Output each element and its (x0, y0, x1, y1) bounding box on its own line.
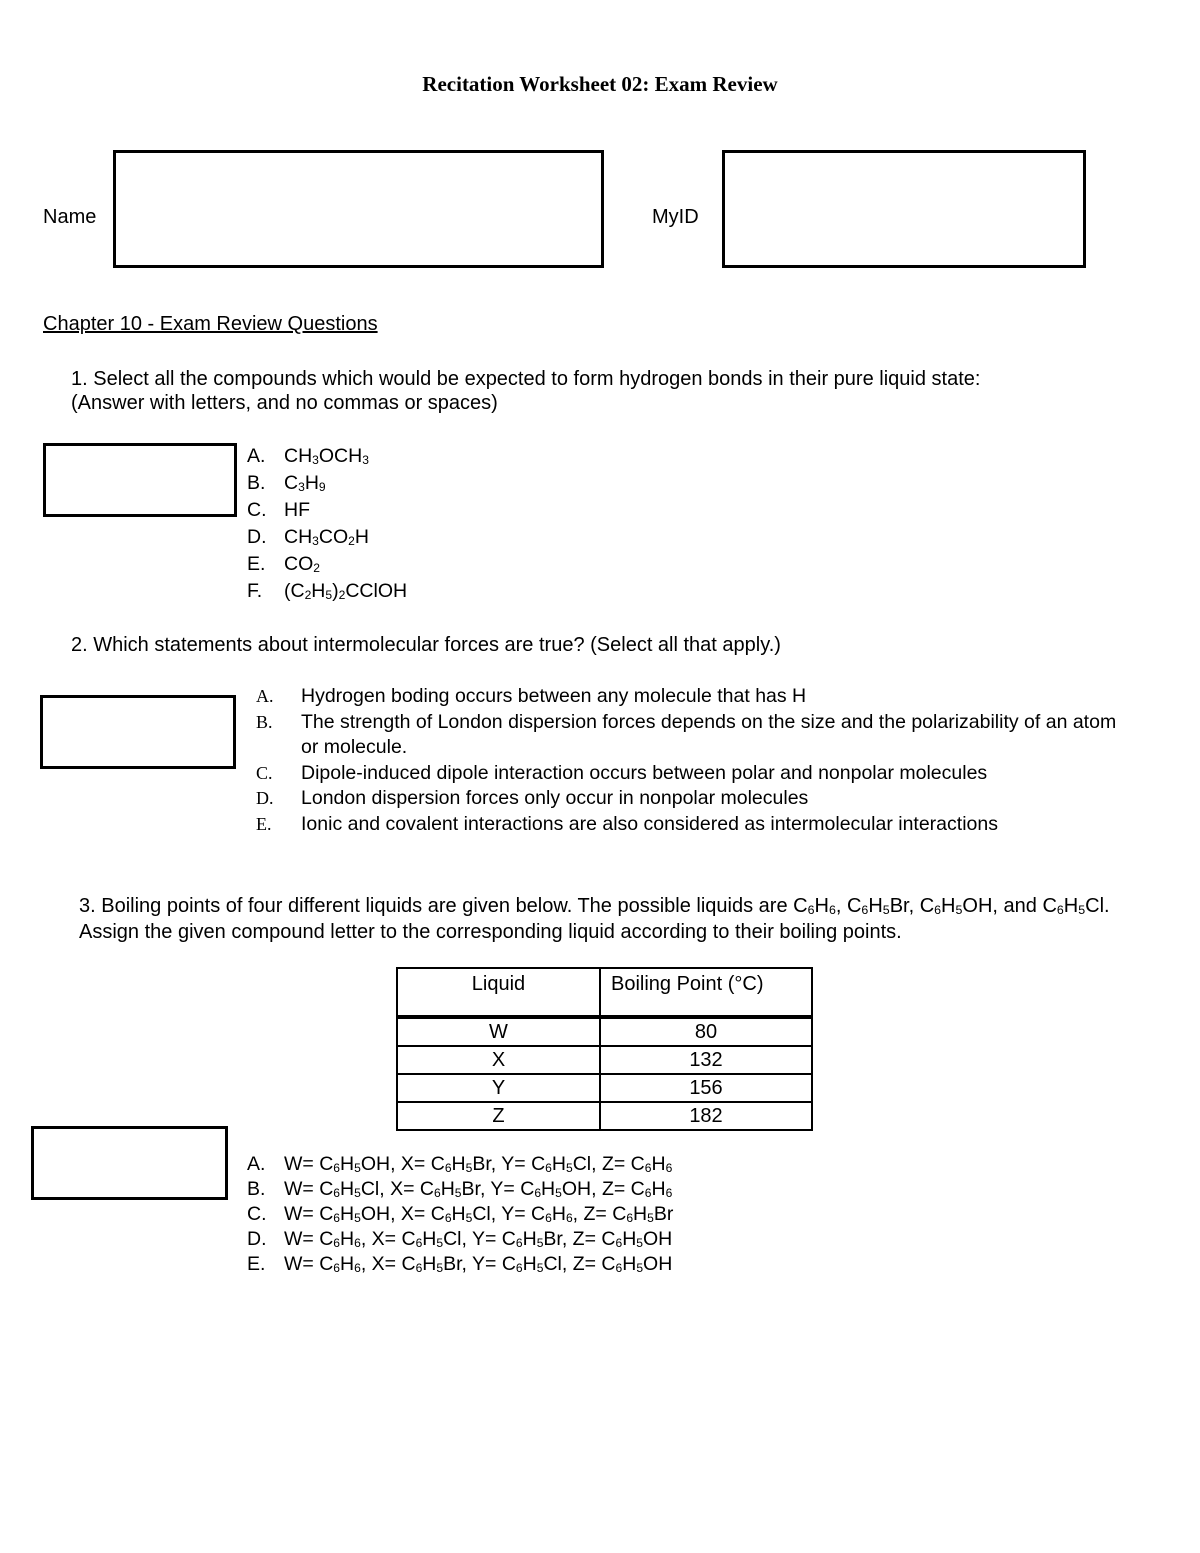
option-2c (256, 761, 1136, 787)
option-2b (256, 710, 1136, 761)
table-cell-value: 132 (600, 1046, 812, 1074)
option-text: $W= C_6H_5OH$, $X= C_6H_5Cl$, $Y= C_6H_6$, $Z= C_6H_5Br$ (284, 1203, 674, 1225)
option-text: HF (284, 499, 310, 521)
question-1-note: (Answer with letters, and no commas or spaces) (71, 392, 498, 414)
table-cell-value: 182 (600, 1102, 812, 1130)
option-text: Ionic and covalent interactions are also considered as intermolecular interactions (301, 812, 998, 835)
option-1b (247, 470, 407, 497)
question-3-text: 3. Boiling points of four different liquids are given below. The possible liquids are $C_6H_6$, $C_6H_5Br$, $C_6H_5OH$, and $C_6H_5Cl$. Assign the given compound letter to the corresponding liquid according to their boiling points. (79, 895, 1110, 943)
option-letter: E. (247, 1253, 266, 1275)
name-label: Name (43, 206, 97, 228)
question-1-options (247, 443, 407, 605)
question-2-text: 2. Which statements about intermolecular forces are true? (Select all that apply.) (71, 634, 781, 656)
question-1 (71, 367, 1171, 415)
option-letter: F. (247, 580, 263, 602)
option-text: The strength of London dispersion forces depends on the size and the polarizability of an atom or molecule. (301, 710, 1117, 758)
myid-input-box[interactable] (722, 150, 1086, 268)
option-text: Hydrogen boding occurs between any molecule that has H (301, 685, 807, 707)
table-cell-liquid: X (397, 1046, 600, 1074)
option-letter: D. (247, 1228, 267, 1250)
option-1d (247, 524, 407, 551)
option-2d (256, 786, 1136, 812)
option-letter: D. (247, 526, 267, 548)
option-text: Dipole-induced dipole interaction occurs between polar and nonpolar molecules (301, 761, 988, 784)
option-letter: B. (247, 472, 266, 494)
option-text: $C_3H_9$ (284, 472, 326, 494)
option-text: $(C_2H_5)_2CClOH$ (284, 580, 408, 602)
option-letter: B. (247, 1178, 266, 1200)
option-text: London dispersion forces only occur in nonpolar molecules (301, 787, 809, 809)
answer-box-1[interactable] (43, 443, 237, 517)
option-2a (256, 684, 1136, 710)
option-2e (256, 812, 1136, 838)
option-3b (247, 1177, 673, 1202)
table-row (397, 1102, 812, 1130)
question-2-options (256, 684, 1136, 837)
option-text: $CH_3CO_2H$ (284, 526, 369, 548)
option-text: $CO_2$ (284, 553, 320, 575)
option-3c (247, 1202, 673, 1227)
table-header-liquid: Liquid (397, 968, 600, 1017)
name-input-box[interactable] (113, 150, 604, 268)
table-cell-liquid: Z (397, 1102, 600, 1130)
page-title: Recitation Worksheet 02: Exam Review (422, 72, 778, 96)
table-row (397, 1074, 812, 1102)
table-row (397, 1046, 812, 1074)
table-cell-liquid: W (397, 1017, 600, 1046)
option-text: $W= C_6H_5OH$, $X= C_6H_5Br$, $Y= C_6H_5Cl$, $Z= C_6H_6$ (284, 1153, 673, 1175)
question-3-options (247, 1152, 673, 1277)
myid-label: MyID (652, 206, 699, 228)
option-letter: C. (247, 1203, 267, 1225)
option-text: $W= C_6H_6$, $X= C_6H_5Br$, $Y= C_6H_5Cl$, $Z= C_6H_5OH$ (284, 1253, 673, 1275)
option-text: $W= C_6H_6$, $X= C_6H_5Cl$, $Y= C_6H_5Br$, $Z= C_6H_5OH$ (284, 1228, 673, 1250)
option-1a (247, 443, 407, 470)
table-header-boiling-point: Boiling Point (°C) (600, 968, 812, 1017)
answer-box-3[interactable] (31, 1126, 228, 1200)
option-letter: A. (247, 1153, 266, 1175)
answer-box-2[interactable] (40, 695, 236, 769)
option-3a (247, 1152, 673, 1177)
option-text: $CH_3OCH_3$ (284, 445, 369, 467)
boiling-point-table (396, 967, 813, 1131)
option-letter: A. (247, 445, 266, 467)
option-letter: C. (247, 499, 267, 521)
option-text: $W= C_6H_5Cl$, $X= C_6H_5Br$, $Y= C_6H_5OH$, $Z= C_6H_6$ (284, 1178, 673, 1200)
table-cell-liquid: Y (397, 1074, 600, 1102)
option-3e (247, 1252, 673, 1277)
option-letter: A. (256, 686, 274, 706)
table-row (397, 1017, 812, 1046)
option-letter: D. (256, 788, 274, 808)
option-1e (247, 551, 407, 578)
section-heading: Chapter 10 - Exam Review Questions (43, 313, 378, 335)
option-letter: E. (247, 553, 266, 575)
table-cell-value: 80 (600, 1017, 812, 1046)
option-3d (247, 1227, 673, 1252)
question-1-text: 1. Select all the compounds which would be expected to form hydrogen bonds in their pure liquid state: (71, 368, 981, 390)
option-1c (247, 497, 407, 524)
option-letter: C. (256, 762, 273, 783)
option-1f (247, 578, 407, 605)
table-cell-value: 156 (600, 1074, 812, 1102)
option-letter: B. (256, 711, 273, 732)
option-letter: E. (256, 813, 272, 834)
